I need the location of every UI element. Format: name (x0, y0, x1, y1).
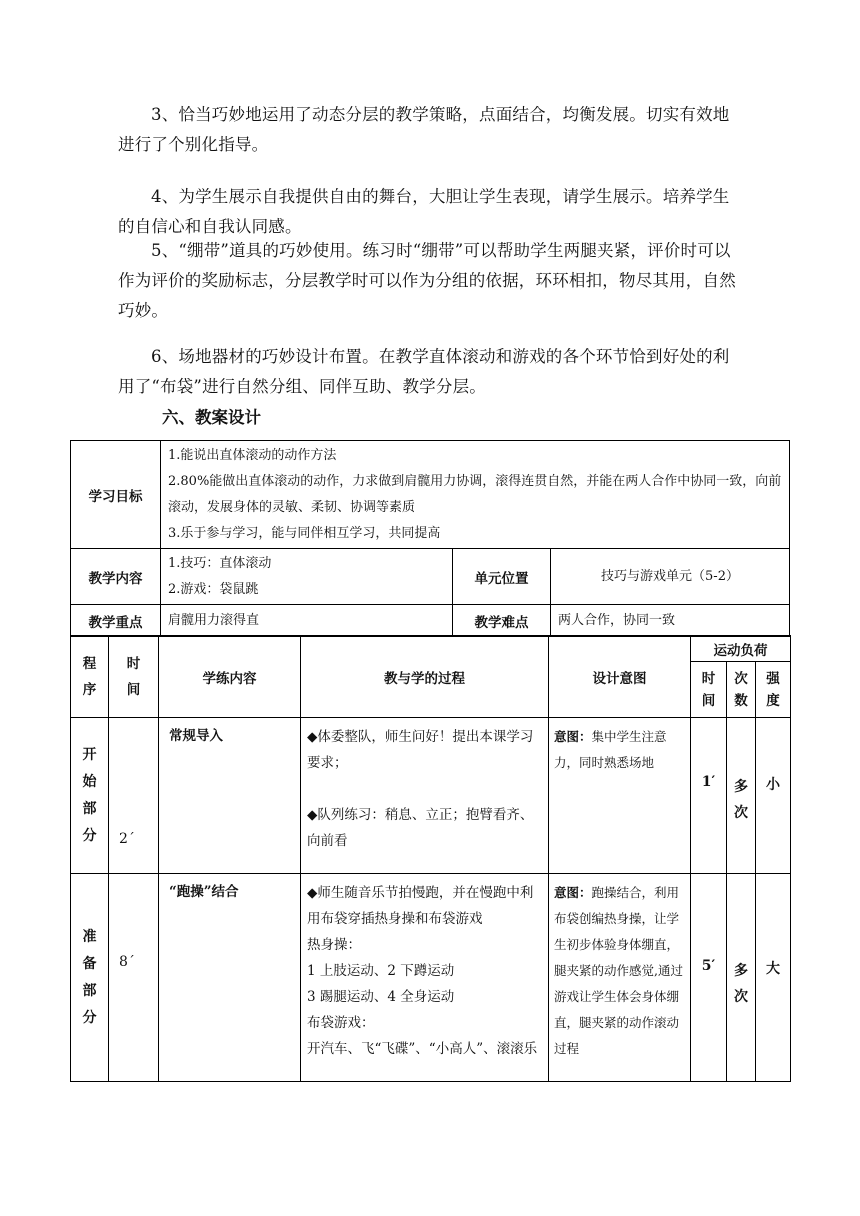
header-load-count-text: 次数 (734, 670, 748, 709)
paragraph-5: 5、“绷带”道具的巧妙使用。练习时“绷带”可以帮助学生两腿夹紧，评价时可以作为评价的奖励标志，分层教学时可以作为分组的依据，环环相扣，物尽其用，自然巧妙。 (118, 241, 736, 320)
header-procedure-text: 程序 (82, 655, 97, 698)
row-procedure (71, 874, 109, 1082)
row-process (301, 874, 549, 1082)
intent-label: 意图： (554, 885, 592, 900)
row-intent (549, 874, 691, 1082)
unit-label: 单元位置 (453, 549, 551, 605)
goals-cell (161, 441, 790, 549)
intent-text: 跑操结合，利用布袋创编热身操，让学生初步体验身体绷直，腿夹紧的动作感觉,通过游戏让学生体会身体绷直，腿夹紧的动作滚动过程 (554, 885, 683, 1056)
unit-value: 技巧与游戏单元（5-2） (551, 549, 790, 605)
process-line (307, 776, 542, 802)
difficulty-label: 教学难点 (453, 605, 551, 637)
row-time: 8´ (109, 874, 159, 1082)
content-item: 1.技巧：直体滚动 (168, 555, 272, 571)
row-procedure (71, 718, 109, 874)
process-line: ◆体委整队，师生问好！提出本课学习要求； (307, 729, 534, 771)
lesson-info-table (70, 440, 790, 637)
header-content: 学练内容 (159, 636, 301, 718)
paragraph-3: 3、恰当巧妙地运用了动态分层的教学策略，点面结合，均衡发展。切实有效地进行了个别化指导。 (118, 105, 730, 154)
row-procedure-text: 开始部分 (82, 746, 97, 844)
row-load-intensity: 小 (756, 718, 791, 874)
content-item: 2.游戏：袋鼠跳 (168, 581, 259, 597)
header-procedure (71, 636, 109, 718)
goal-item: 3.乐于参与学习，能与同伴相互学习，共同提高 (168, 525, 441, 541)
header-intent: 设计意图 (549, 636, 691, 718)
row-procedure-text: 准备部分 (82, 928, 97, 1026)
row-content: “跑操”结合 (159, 874, 301, 1082)
key-value: 肩髋用力滚得直 (161, 605, 453, 637)
lesson-plan-table (70, 635, 791, 1082)
row-load-count (727, 874, 756, 1082)
process-line: 3 踢腿运动、4 全身运动 (307, 989, 455, 1005)
row-load-time: 1′ (691, 718, 727, 874)
process-line: ◆队列练习：稍息、立正；抱臂看齐、向前看 (307, 807, 534, 849)
row-load-count (727, 718, 756, 874)
process-line: 1 上肢运动、2 下蹲运动 (307, 963, 455, 979)
row-load-time: 5′ (691, 874, 727, 1082)
header-process: 教与学的过程 (301, 636, 549, 718)
row-load-intensity: 大 (756, 874, 791, 1082)
header-load-intensity-text: 强度 (766, 670, 780, 709)
table-row (71, 874, 791, 1082)
process-line: ◆师生随音乐节拍慢跑，并在慢跑中利用布袋穿插热身操和布袋游戏 (307, 885, 534, 927)
row-time: 2´ (109, 718, 159, 874)
process-line: 热身操： (307, 937, 361, 953)
row-intent (549, 718, 691, 874)
content-label: 教学内容 (71, 549, 161, 605)
section-title: 六、教案设计 (162, 408, 261, 427)
row-process (301, 718, 549, 874)
row-load-count-text: 多次 (734, 963, 748, 1005)
header-load-count (727, 662, 756, 718)
table-row (71, 718, 791, 874)
content-cell (161, 549, 453, 605)
goal-item: 2.80%能做出直体滚动的动作，力求做到肩髋用力协调，滚得连贯自然，并能在两人合作中协同一致，向前滚动，发展身体的灵敏、柔韧、协调等素质 (168, 473, 782, 515)
header-load-time-text: 时间 (701, 670, 716, 709)
paragraph-6: 6、场地器材的巧妙设计布置。在教学直体滚动和游戏的各个环节恰到好处的利用了“布袋”进行自然分组、同伴互助、教学分层。 (118, 347, 730, 396)
process-line: 开汽车、飞“飞碟”、“小高人”、滚滚乐 (307, 1041, 538, 1057)
paragraph-4: 4、为学生展示自我提供自由的舞台，大胆让学生表现，请学生展示。培养学生的自信心和自我认同感。 (118, 187, 730, 236)
header-load-time (691, 662, 727, 718)
header-load-intensity (756, 662, 791, 718)
intent-label: 意图： (554, 729, 592, 744)
row-load-count-text: 多次 (734, 779, 748, 821)
header-time (109, 636, 159, 718)
header-time-text: 时间 (126, 655, 141, 698)
header-load: 运动负荷 (691, 636, 791, 662)
difficulty-value: 两人合作，协同一致 (551, 605, 790, 637)
goal-item: 1.能说出直体滚动的动作方法 (168, 447, 337, 463)
intent-text: 集中学生注意力，同时熟悉场地 (554, 729, 667, 770)
row-content: 常规导入 (159, 718, 301, 874)
goals-label: 学习目标 (71, 441, 161, 549)
process-line: 布袋游戏： (307, 1015, 375, 1031)
key-label: 教学重点 (71, 605, 161, 637)
